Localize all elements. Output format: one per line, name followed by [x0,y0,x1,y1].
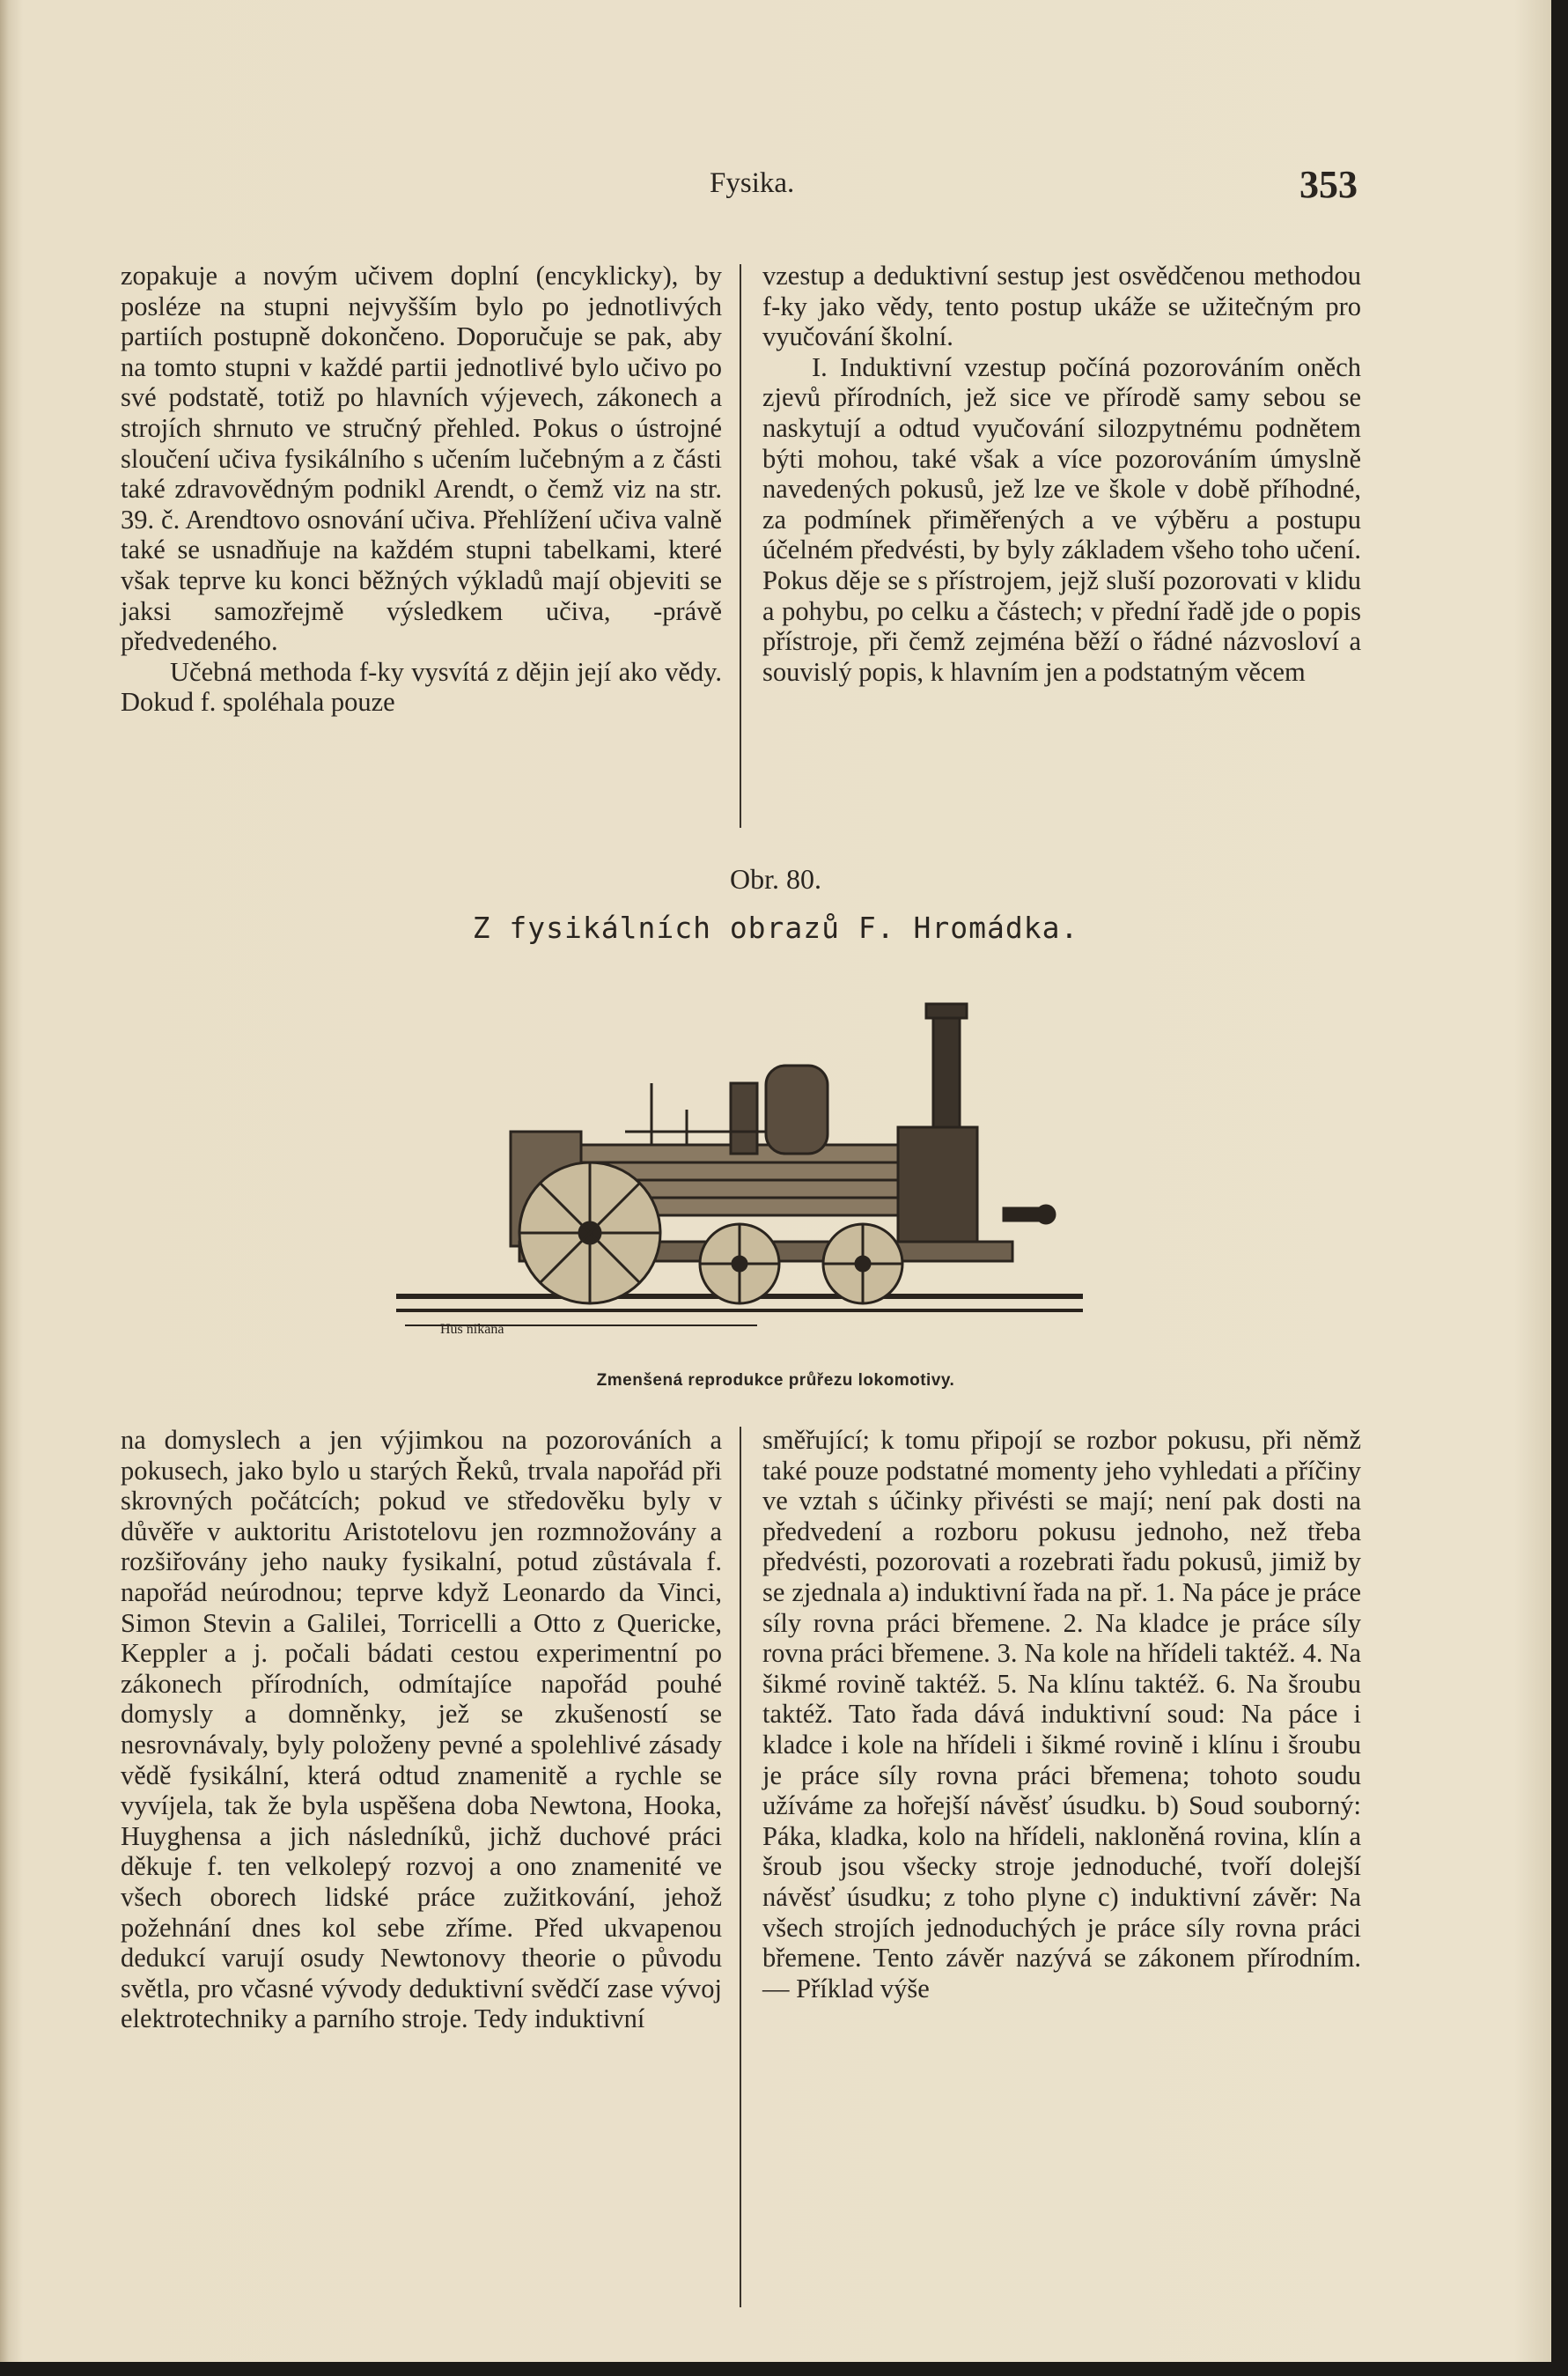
column-rule [740,264,741,828]
paragraph: vzestup a deduktivní sestup jest osvědčenou methodou f-ky jako vědy, tento postup ukáže se užitečným pro vyučování školní. [762,261,1361,352]
figure-title: Z fysikálních obrazů F. Hromádka. [472,911,1079,945]
figure-caption: Zmenšená reprodukce průřezu lokomotivy. [596,1371,955,1390]
illustrator-signature: Hus nikana [440,1322,504,1337]
paragraph: na domyslech a jen výjimkou na pozorováních a pokusech, jako bylo u starých Řeků, trvala napořád při skrovných počátcích; pokud ve středověku byly v důvěře v auktoritu Aristotelovu jen rozmnožovány a rozšiřovány jeho nauky fysikalní, potud zůstávala f. napořád neúrodnou; teprve když Leonardo da Vinci, Simon Stevin a Galilei, Torricelli a Otto z Quericke, Keppler a j. počali bádati cestou experimentní po zákonech přírodních, odmítajíce napořád pouhé domysly a domněnky, jež se zkušeností se nesrovnávaly, byly položeny pevné a spolehlivé zásady vědě fysikální, která odtud znamenitě a rychle se vyvíjela, tak že byla uspěšena doba Newtona, Hooka, Huyghensa a jich následníků, jichž duchové práci děkuje f. ten velkolepý rozvoj a ono znamenité ve všech oborech lidské práce zužitkování, jehož požehnání dnes kol sebe zříme. Před ukvapenou dedukcí varují osudy Newtonovy theorie o původu světla, pro včasné vývody deduktivní svědčí zase vývoj elektrotechniky a parního stroje. Tedy induktivní [121,1425,722,2034]
page-header [0,163,1551,211]
page-number: 353 [1299,163,1358,206]
right-column-top [762,261,1361,687]
right-column-bottom [762,1425,1361,2003]
column-rule [740,1427,741,2307]
left-column-bottom [121,1425,722,2034]
figure-label: Obr. 80. [730,863,821,895]
paragraph: směřující; k tomu připojí se rozbor pokusu, při němž také pouze podstatné momenty jeho vyhledati a příčiny ve vztah s účinky přivésti se mají; není pak dosti na předvedení a rozboru pokusu jednoho, než třeba předvésti, pozorovati a rozebrati řadu pokusů, jimiž by se zjednala a) induktivní řada na př. 1. Na páce je práce síly rovna práci břemene. 2. Na kladce je práce síly rovna práci břemene. 3. Na kole na hřídeli taktéž. 4. Na šikmé rovině taktéž. 5. Na klínu taktéž. 6. Na šroubu taktéž. Tato řada dává induktivní soud: Na páce i kladce i kole na hřídeli i šikmé rovině i klínu i šroubu je práce síly rovna práci břemena; tohoto soudu užíváme za hořejší návěsť úsudku. b) Soud souborný: Páka, kladka, kolo na hřídeli, nakloněná rovina, klín a šroub jsou všecky stroje jednoduché, tvoří dolejší návěsť úsudku; z toho plyne c) induktivní závěr: Na všech strojích jednoduchých je práce síly rovna práci břemene. Tento závěr nazývá se zákonem přírodním. — Příklad výše [762,1425,1361,2003]
paragraph: Učebná methoda f-ky vysvítá z dějin její ako vědy. Dokud f. spoléhala pouze [121,656,722,718]
paragraph: I. Induktivní vzestup počíná pozorováním oněch zjevů přírodních, jež sice ve přírodě samy sebou se naskytují a odtud vyučování silozpytnému podnětem býti mohou, také však a více pozorováním úmyslně navedených pokusů, jež lze ve škole v době příhodné, za podmínek přiměřených a ve výběru a postupu účelném předvésti, by byly základem všeho toho učení. Pokus děje se s přístrojem, jejž sluší pozorovati v klidu a pohybu, po celku a částech; v přední řadě jde o popis přístroje, při čemž zejména běží o řádné názvosloví a souvislý popis, k hlavním jen a podstatným věcem [762,351,1361,687]
locomotive-illustration [387,978,1092,1339]
running-title: Fysika. [710,167,795,199]
paragraph: zopakuje a novým učivem doplní (encyklicky), by posléze na stupni nejvyšším bylo po jednotlivých partiích postupně dokončeno. Doporučuje se pak, aby na tomto stupni v každé partii jednotlivé bylo učivo po své podstatě, totiž po hlavních výjevech, zákonech a strojích shrnuto ve stručný přehled. Pokus o ústrojné sloučení učiva fysikálního s učením lučebným a z části také zdravovědným podnikl Arendt, o čemž viz na str. 39. č. Arendtovo osnování učiva. Přehlížení učiva valně také se usnadňuje na každém stupni tabelkami, které však teprve ku konci běžných výkladů mají objeviti se jaksi samozřejmě výsledkem učiva, -právě předvedeného. [121,261,722,657]
left-column-top [121,261,722,718]
